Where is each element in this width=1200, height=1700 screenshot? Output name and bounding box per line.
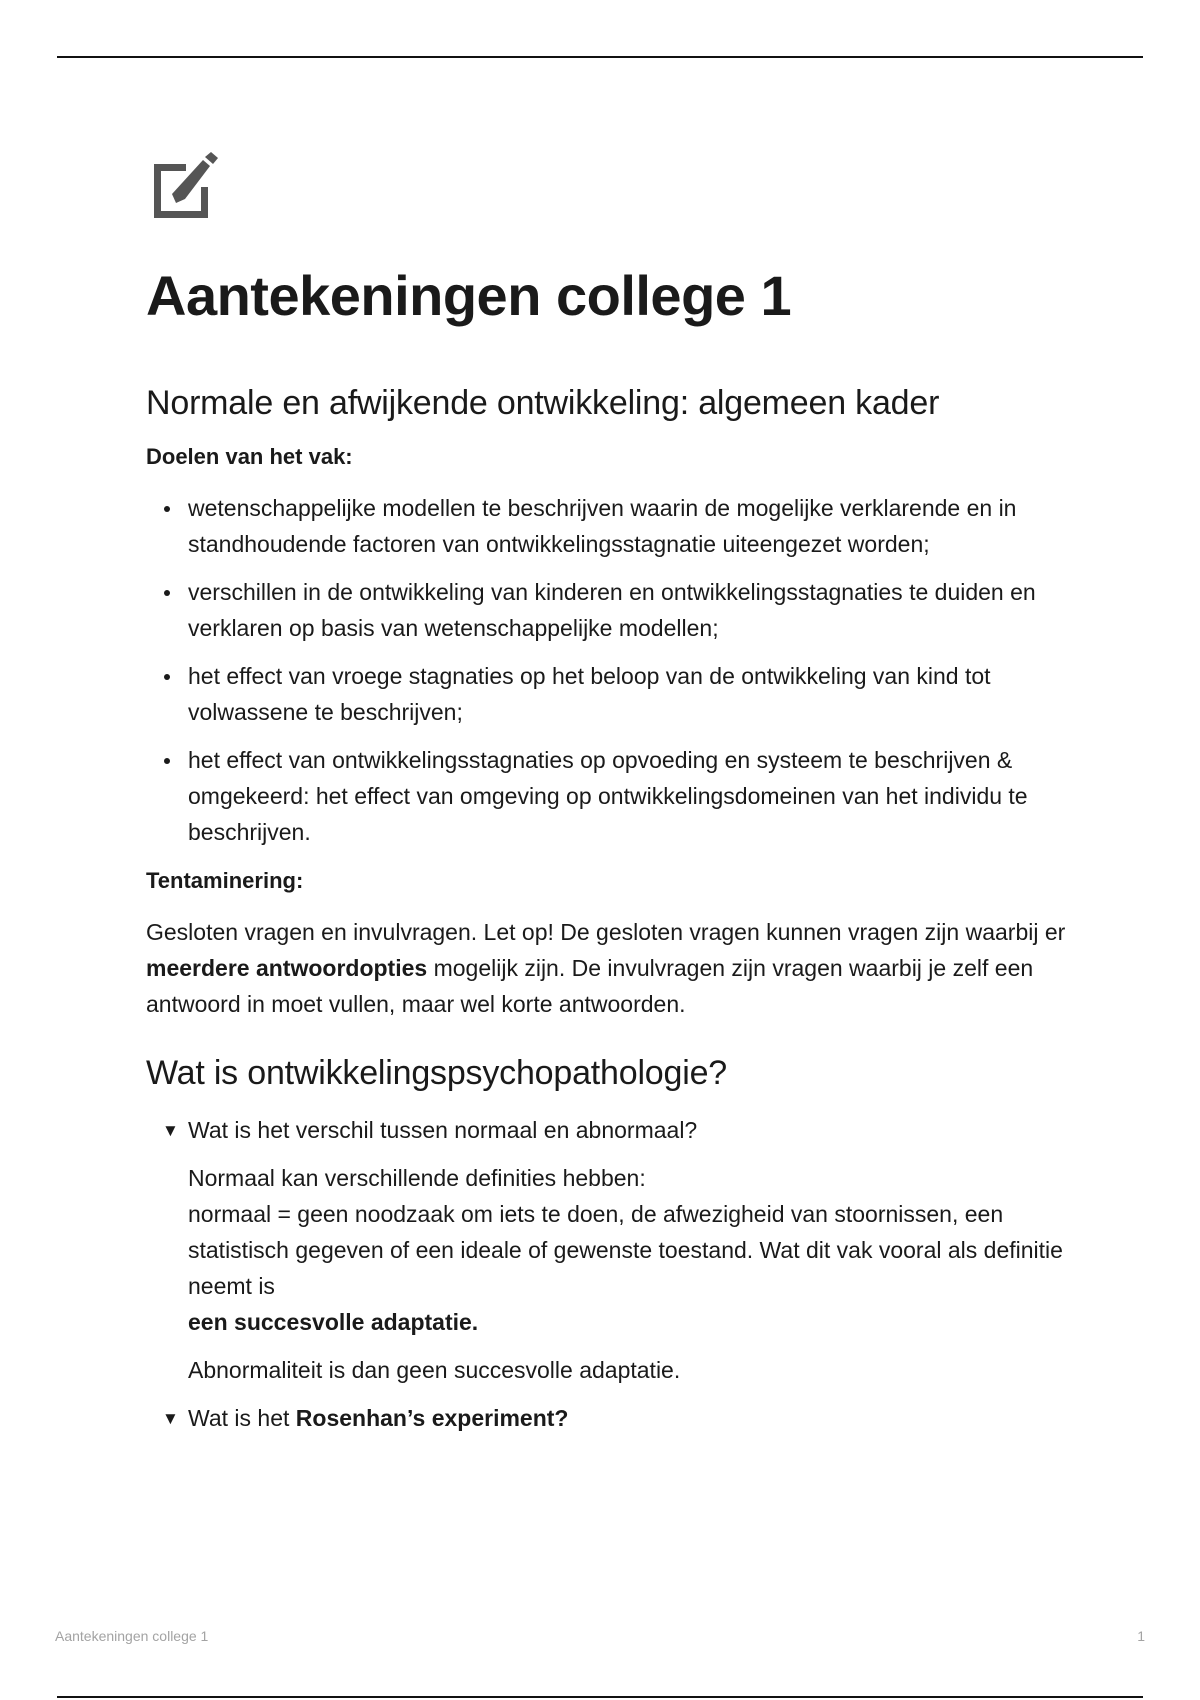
- page-title: Aantekeningen college 1: [146, 264, 792, 327]
- toggle-line: Abnormaliteit is dan geen succesvolle adaptatie.: [188, 1357, 681, 1383]
- top-rule: [57, 56, 1143, 58]
- list-item: het effect van vroege stagnaties op het beloop van de ontwikkeling van kind tot volwassene te beschrijven;: [146, 658, 1066, 730]
- section-heading-kader: Normale en afwijkende ontwikkeling: algemeen kader: [146, 384, 940, 422]
- exam-text-part: mogelijk zijn. De invulvragen zijn vragen waarbij je zelf een antwoord in moet vullen, maar wel korte antwoorden.: [146, 955, 1034, 1017]
- bottom-rule: [57, 1696, 1143, 1698]
- edit-note-icon: [146, 150, 222, 226]
- toggle-normaal-abnormaal[interactable]: [146, 1112, 1066, 1148]
- page-content: [146, 150, 1066, 1436]
- toggle-line: Normaal kan verschillende definities hebben:: [188, 1165, 646, 1191]
- toggle-rosenhan[interactable]: [146, 1400, 1066, 1436]
- list-item: het effect van ontwikkelingsstagnaties op opvoeding en systeem te beschrijven & omgekeerd: het effect van omgeving op ontwikkelingsdomeinen van het individu te beschrijven.: [146, 742, 1066, 850]
- footer-title: Aantekeningen college 1: [55, 1628, 209, 1644]
- goals-label: Doelen van het vak:: [146, 444, 353, 469]
- goals-list: [146, 490, 1066, 850]
- toggle-line: normaal = geen noodzaak om iets te doen, de afwezigheid van stoornissen, een statistisch gegeven of een ideale of gewenste toestand. Wat dit vak vooral als definitie neemt is: [188, 1201, 1063, 1299]
- toggle-question: Wat is het verschil tussen normaal en abnormaal?: [188, 1117, 698, 1143]
- list-item: wetenschappelijke modellen te beschrijven waarin de mogelijke verklarende en in standhoudende factoren van ontwikkelingsstagnatie uiteengezet worden;: [146, 490, 1066, 562]
- toggle-question: Wat is het Rosenhan’s experiment?: [188, 1405, 569, 1431]
- list-item: verschillen in de ontwikkeling van kinderen en ontwikkelingsstagnaties te duiden en verklaren op basis van wetenschappelijke modellen;: [146, 574, 1066, 646]
- exam-text-part: Gesloten vragen en invulvragen. Let op! De gesloten vragen kunnen vragen zijn waarbij er: [146, 919, 1066, 945]
- toggle-line-bold: een succesvolle adaptatie.: [188, 1309, 479, 1335]
- toggle-body: [146, 1160, 1066, 1388]
- exam-paragraph: [146, 914, 1066, 1022]
- exam-label: Tentaminering:: [146, 868, 304, 893]
- caret-down-icon[interactable]: ▼: [162, 1121, 179, 1140]
- caret-down-icon[interactable]: ▼: [162, 1409, 179, 1428]
- exam-text-bold: meerdere antwoordopties: [146, 955, 428, 981]
- section-heading-ontwikkelingspsychopathologie: Wat is ontwikkelingspsychopathologie?: [146, 1054, 727, 1092]
- footer-page-number: 1: [1137, 1628, 1145, 1644]
